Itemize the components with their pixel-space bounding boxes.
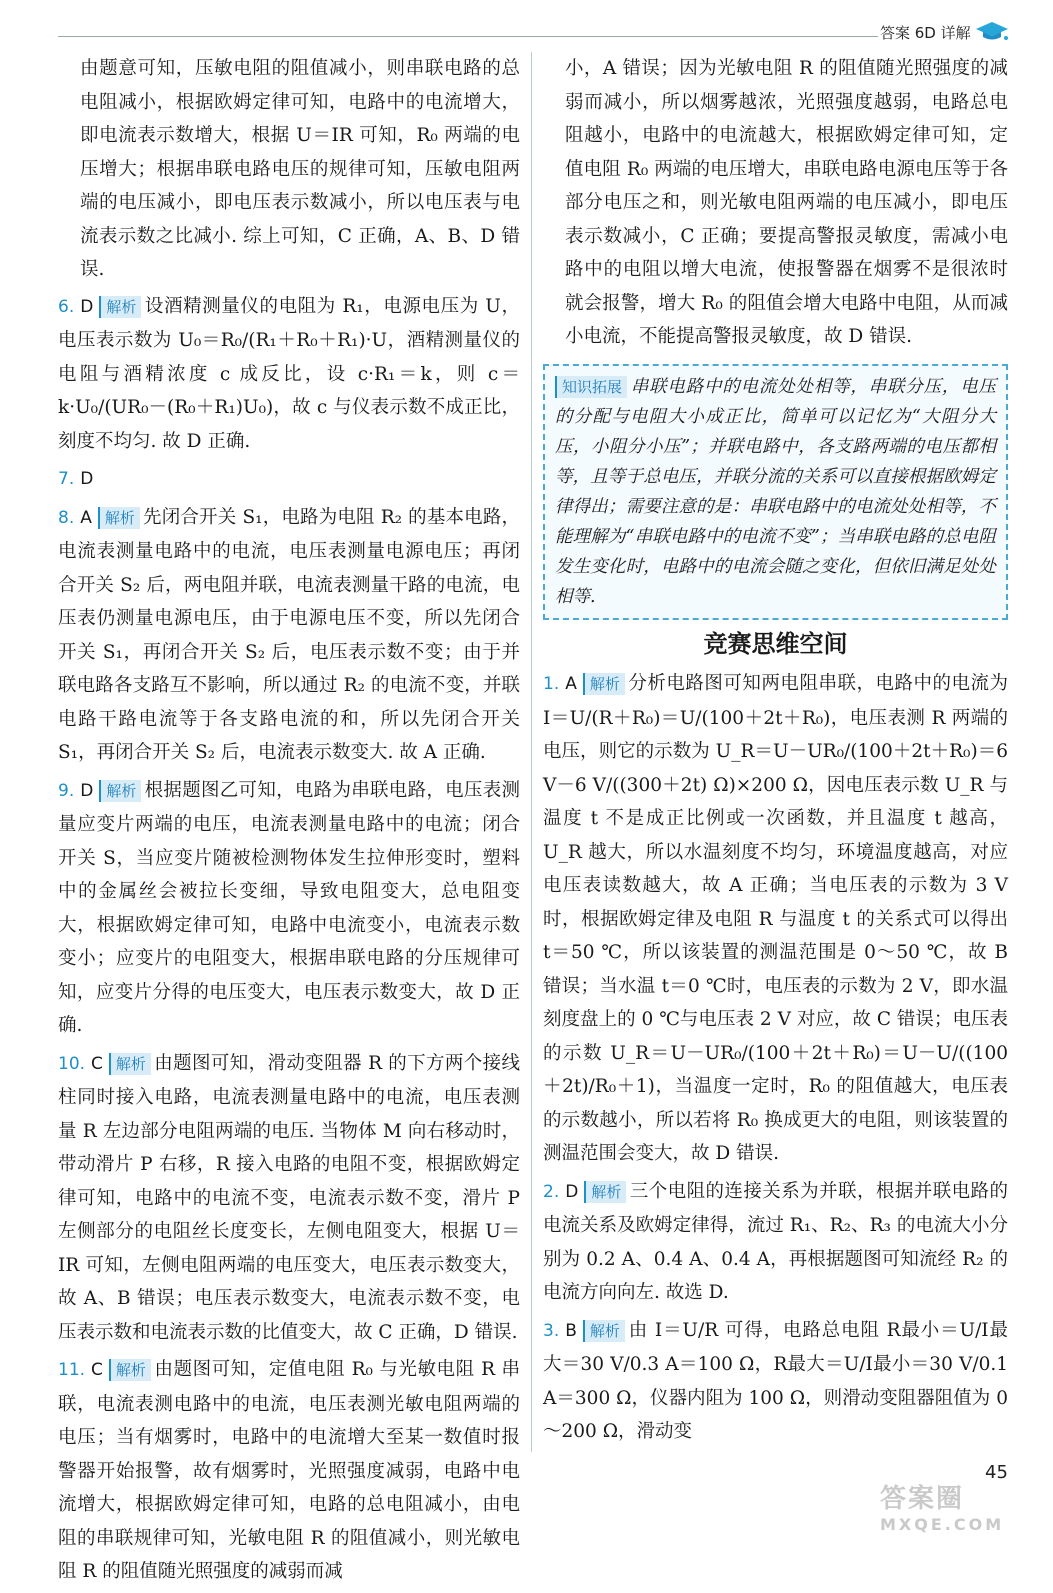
- continuation-paragraph: 小，A 错误；因为光敏电阻 R 的阻值随光照强度的减弱而减小，所以烟雾越浓，光照强度越弱，电路总电阻越小，电路中的电流越大，根据欧姆定律可知，定值电阻 R₀ 两端的电压增大，串联电路电源电压等于各部分电压之和，则光敏电阻两端的电压减小，即电压表示数减小，C 正确；要提高警报灵敏度，需减小电路中的电阻以增大电流，使报警器在烟雾不是很浓时就会报警，增大 R₀ 的阻值会增大电路中电阻，从而减小电流，不能提高警报灵敏度，故 D 错误.: [565, 58, 1008, 347]
- item-number: 1.: [543, 674, 560, 694]
- page-number: 45: [985, 1462, 1008, 1483]
- item-answer: A: [80, 507, 92, 528]
- item-text: 根据题图乙可知，电路为串联电路，电压表测量应变片两端的电压，电流表测量电路中的电流；闭合开关 S，当应变片随被检测物体发生拉伸形变时，塑料中的金属丝会被拉长变细，导致电阻变大，总电阻变大，根据欧姆定律可知，电路中电流变小，电流表示数变小；应变片的电阻变大，根据串联电路的分压规律可知，应变片分得的电压变大，电压表示数变大，故 D 正确.: [58, 779, 520, 1036]
- item-number: 6.: [58, 296, 75, 317]
- item-number: 8.: [58, 507, 75, 528]
- analysis-tag: 解析: [584, 1181, 626, 1203]
- analysis-tag: 解析: [99, 296, 141, 318]
- item-answer: D: [80, 469, 94, 489]
- analysis-tag: 解析: [109, 1053, 151, 1075]
- header-rule: [58, 36, 878, 37]
- left-column: [58, 52, 520, 1593]
- item-number: 2.: [543, 1181, 560, 1202]
- item-text: 三个电阻的连接关系为并联，根据并联电路的电流关系及欧姆定律得，流过 R₁、R₂、R₃ 的电流大小分别为 0.2 A、0.4 A、0.4 A，再根据题图可知流经 R₂ 的电流方向向左. 故选 D.: [543, 1180, 1008, 1303]
- header-title: 答案 6D 详解: [880, 24, 971, 42]
- analysis-tag: 解析: [99, 780, 141, 802]
- contest-item-1: [543, 667, 1008, 1171]
- answer-item-11: [58, 1353, 520, 1589]
- item-text: 分析电路图可知两电阻串联，电路中的电流为 I＝U/(R＋R₀)＝U/(100＋2t＋R₀)，电压表测 R 两端的电压，则它的示数为 U_R＝U－UR₀/(100＋2t＋R₀)＝6 V－6 V/((300＋2t) Ω)×200 Ω，因电压表示数 U_R 与温度 t 不是成正比例或一次函数，并且温度 t 越高，U_R 越大，所以水温刻度不均匀，环境温度越高，对应电压表读数越大，故 A 正确；当电压表的示数为 3 V 时，根据欧姆定律及电阻 R 与温度 t 的关系式可以得出 t＝50 ℃，所以该装置的测温范围是 0～50 ℃，故 B 错误；当水温 t＝0 ℃时，电压表的示数为 2 V，即水温刻度盘上的 0 ℃与电压表 2 V 对应，故 C 错误；电压表的示数 U_R＝U－UR₀/(100＋2t＋R₀)＝U－U/((100＋2t)/R₀＋1)，当温度一定时，R₀ 的阻值越大，电压表的示数越小，所以若将 R₀ 换成更大的电阻，则该装置的测温范围会变大，故 D 错误.: [543, 673, 1008, 1164]
- answer-item-8: [58, 501, 520, 770]
- item-text: 先闭合开关 S₁，电路为电阻 R₂ 的基本电路，电流表测量电路中的电流，电压表测量电源电压；再闭合开关 S₂ 后，两电阻并联，电流表测量干路的电流，电压表仍测量电源电压，由于电源电压不变，所以先闭合开关 S₁，再闭合开关 S₂ 后，电压表示数不变；由于并联电路各支路互不影响，所以通过 R₂ 的电流不变，并联电路干路电流等于各支路电流的和，所以先闭合开关 S₁，再闭合开关 S₂ 后，电流表示数变大. 故 A 正确.: [58, 506, 520, 763]
- item-text: 由 I＝U/R 可得，电路总电阻 R最小＝U/I最大＝30 V/0.3 A＝100 Ω，R最大＝U/I最小＝30 V/0.1 A＝300 Ω，仪器内阻为 100 Ω，则滑动变阻器阻值为 0～200 Ω，滑动变: [543, 1319, 1008, 1442]
- item-answer: D: [80, 296, 94, 317]
- knowledge-extension-box: [543, 364, 1008, 620]
- item-answer: C: [91, 1053, 103, 1074]
- watermark-text: 答案圈: [880, 1484, 965, 1514]
- item-answer: D: [80, 780, 94, 801]
- item-answer: A: [565, 674, 577, 694]
- item-answer: D: [565, 1181, 579, 1202]
- graduation-cap-icon: [975, 20, 1009, 42]
- item-number: 10.: [58, 1053, 86, 1074]
- analysis-tag: 解析: [583, 673, 625, 695]
- contest-item-3: [543, 1314, 1008, 1449]
- watermark-subtext: MXQE.COM: [880, 1515, 1005, 1534]
- item-text: 由题图可知，定值电阻 R₀ 与光敏电阻 R 串联，电流表测电路中的电流，电压表测光敏电阻两端的电压；当有烟雾时，电路中的电流增大至某一数值时报警器开始报警，故有烟雾时，光照强度减弱，电路中电流增大，根据欧姆定律可知，电路的总电阻减小，由电阻的串联规律可知，光敏电阻 R 的阻值减小，则光敏电阻 R 的阻值随光照强度的减弱而减: [58, 1359, 520, 1582]
- analysis-tag: 解析: [109, 1359, 151, 1381]
- item-number: 7.: [58, 469, 75, 489]
- knowledge-text: 串联电路中的电流处处相等，串联分压，电压的分配与电阻大小成正比，简单可以记忆为“大阻分大压，小阻分小压”；并联电路中，各支路两端的电压都相等，且等于总电压，并联分流的关系可以直接根据欧姆定律得出；需要注意的是：串联电路中的电流处处相等，不能理解为“串联电路中的电流不变”；当串联电路的总电阻发生变化时，电路中的电流会随之变化，但依旧满足处处相等.: [555, 376, 996, 607]
- column-separator: [531, 52, 532, 1452]
- answer-item-9: [58, 774, 520, 1043]
- section-title: 竞赛思维空间: [703, 629, 848, 658]
- analysis-tag: 解析: [583, 1320, 625, 1342]
- answer-item-10: [58, 1047, 520, 1350]
- item-text: 设酒精测量仪的电阻为 R₁，电源电压为 U，电压表示数为 U₀＝R₀/(R₁＋R₀＋R₁)·U，酒精测量仪的电阻与酒精浓度 c 成反比，设 c·R₁＝k，则 c＝k·U₀/(UR₀－(R₀＋R₁)U₀)，故 c 与仪表示数不成正比，刻度不均匀. 故 D 正确.: [58, 295, 520, 452]
- knowledge-tag: 知识拓展: [555, 376, 627, 398]
- item-number: 9.: [58, 780, 75, 801]
- item-answer: B: [565, 1320, 577, 1341]
- answer-item-7: [58, 462, 520, 497]
- item-number: 3.: [543, 1320, 560, 1341]
- intro-paragraph: 由题意可知，压敏电阻的阻值减小，则串联电路的总电阻减小，根据欧姆定律可知，电路中的电流增大，即电流表示数增大，根据 U＝IR 可知，R₀ 两端的电压增大；根据串联电路电压的规律可知，压敏电阻两端的电压减小，即电压表示数减小，所以电压表与电流表示数之比减小. 综上可知，C 正确，A、B、D 错误.: [80, 58, 520, 280]
- analysis-tag: 解析: [98, 507, 140, 529]
- item-answer: C: [91, 1360, 103, 1380]
- answer-item-6: [58, 290, 520, 459]
- item-text: 由题图可知，滑动变阻器 R 的下方两个接线柱同时接入电路，电流表测量电路中的电流，电压表测量 R 左边部分电阻两端的电压. 当物体 M 向右移动时，带动滑片 P 右移，R 接入电路的电阻不变，根据欧姆定律可知，电路中的电流不变，电流表示数不变，滑片 P 左侧部分的电阻丝长度变长，左侧电阻变大，根据 U＝IR 可知，左侧电阻两端的电压变大，电压表示数变大，故 A、B 错误；电压表示数变大，电流表示数不变，电压表示数和电流表示数的比值变大，故 C 正确，D 错误.: [58, 1052, 520, 1343]
- contest-item-2: [543, 1175, 1008, 1310]
- watermark: [880, 1478, 1004, 1534]
- right-column: [543, 52, 1008, 1453]
- item-number: 11.: [58, 1360, 86, 1380]
